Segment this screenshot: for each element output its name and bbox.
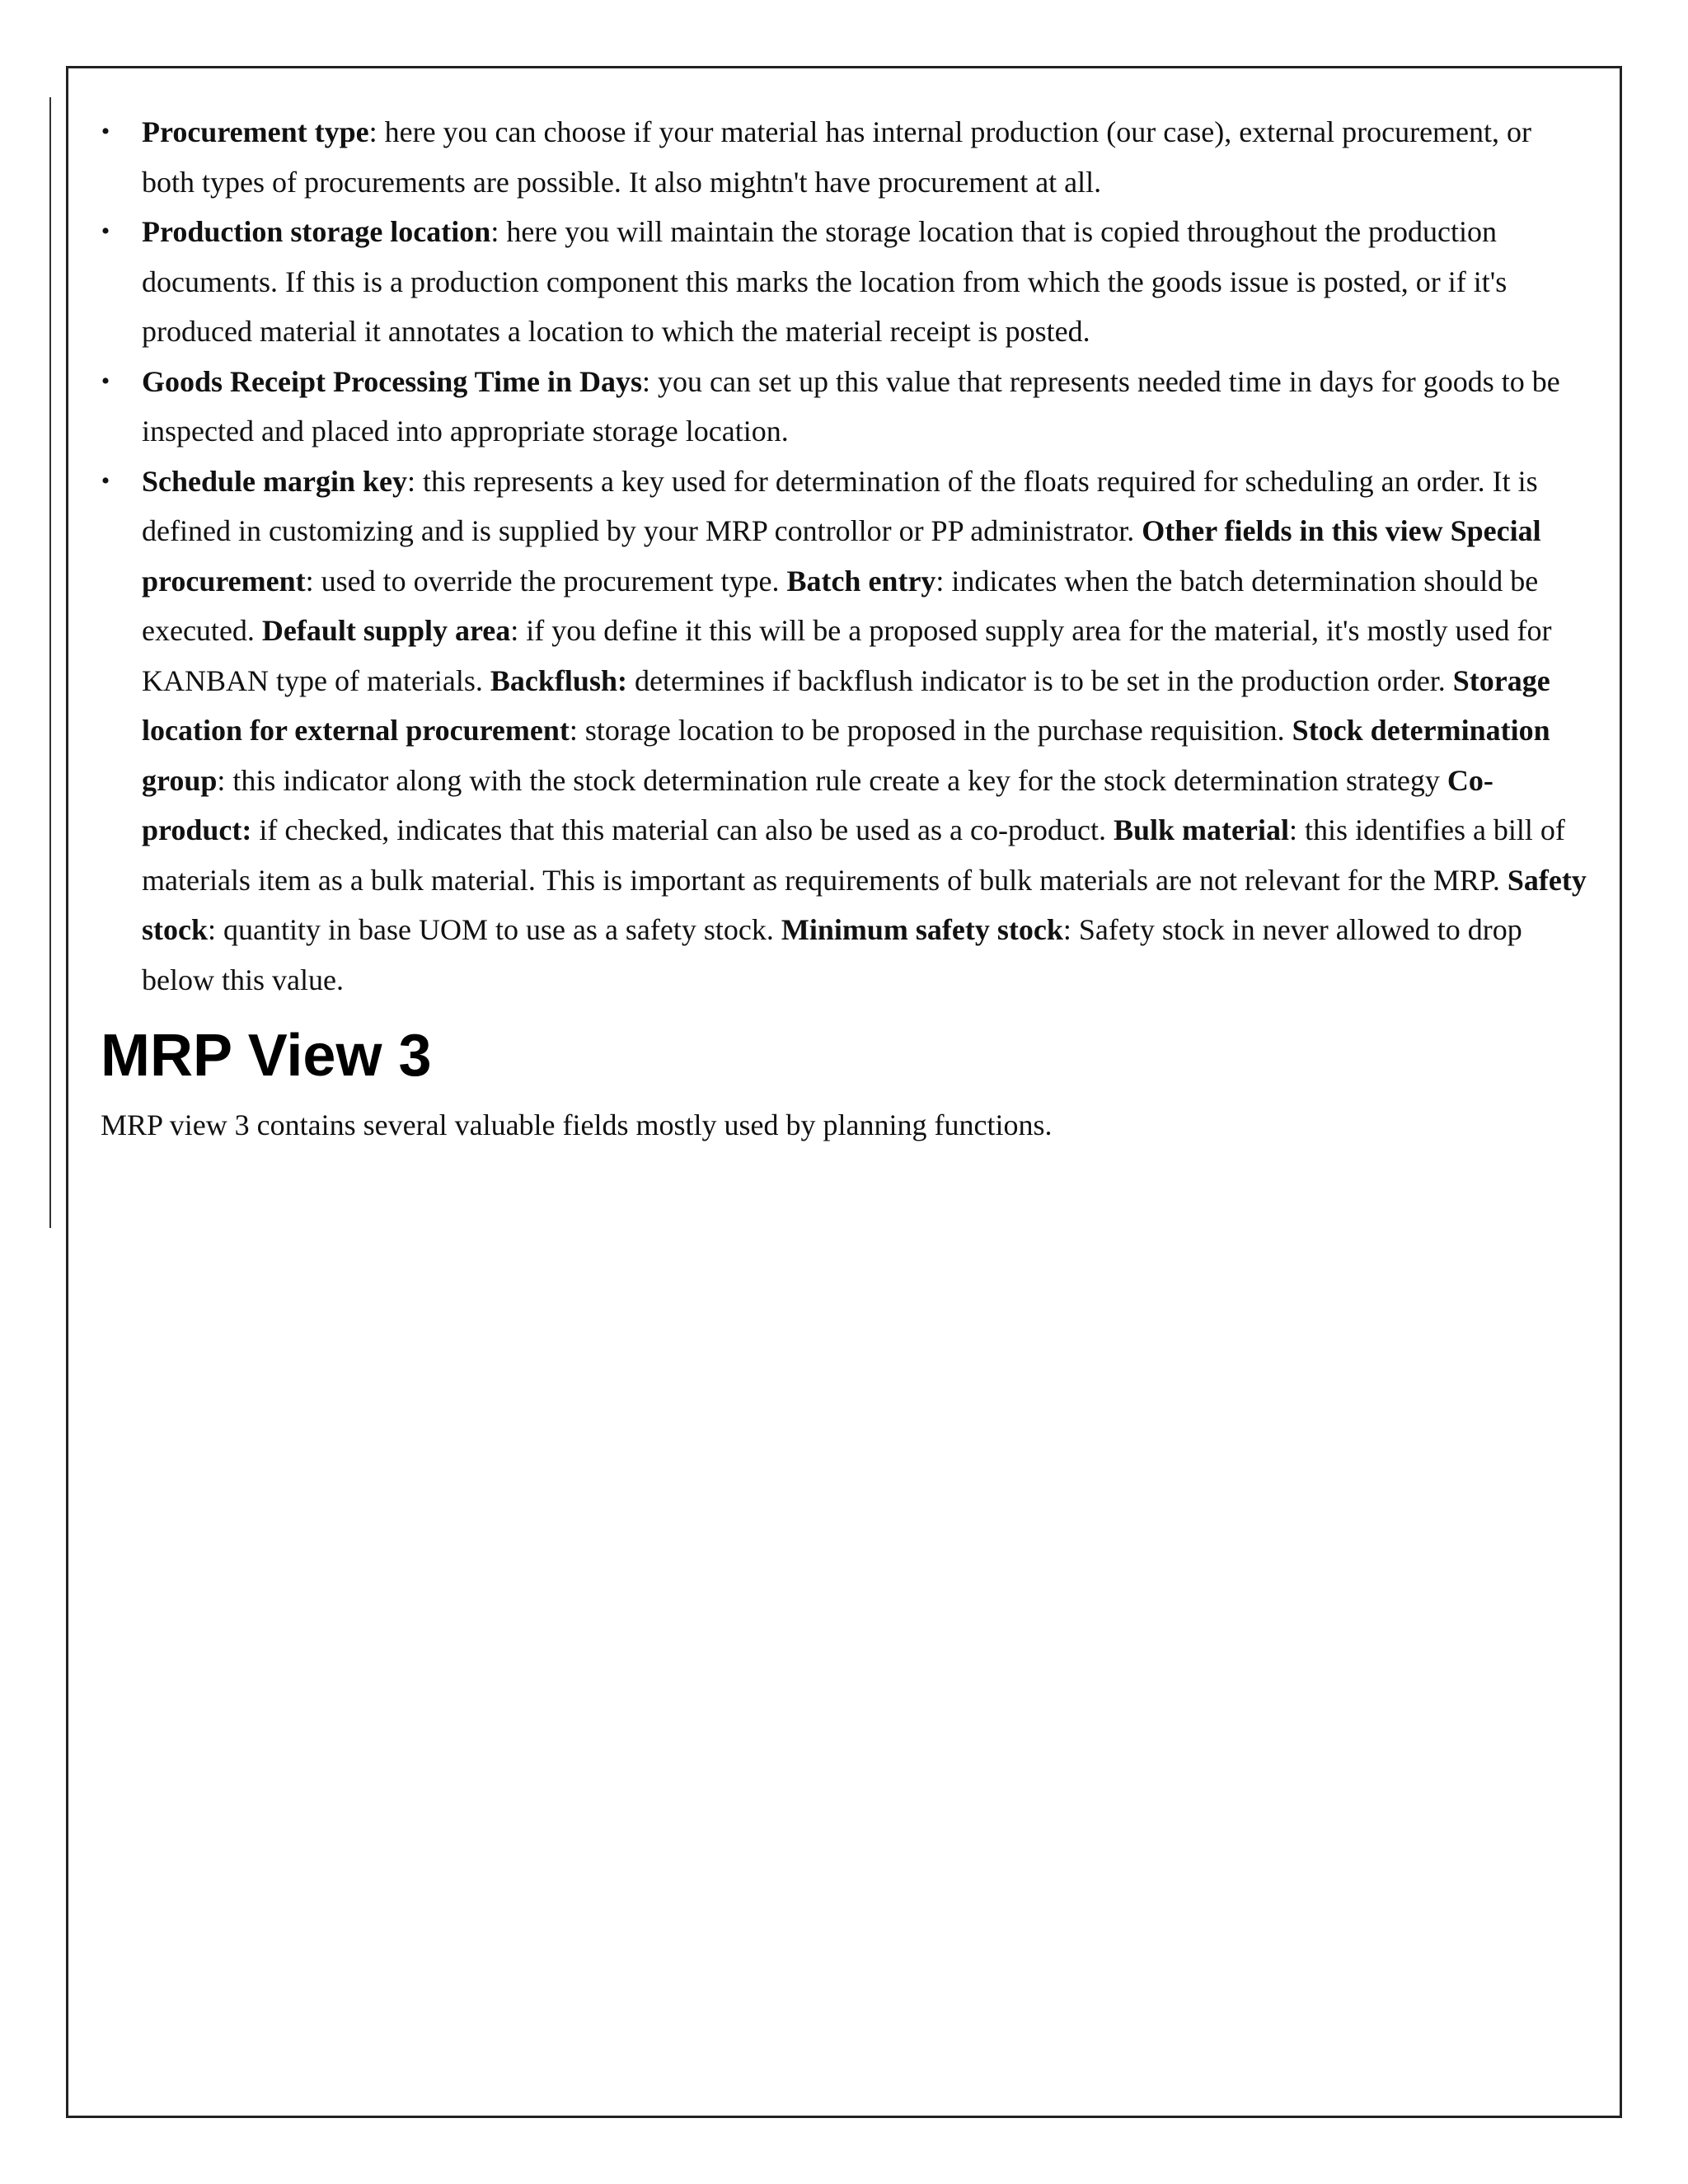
document-content: [101, 107, 1591, 1150]
field-description: : here you can choose if your material has internal production (our case), external procurement, or both types of procurements are possible. It also mightn't have procurement at all.: [142, 115, 1532, 199]
field-term: Other fields in this view Special procurement: [142, 514, 1541, 598]
field-term: Schedule margin key: [142, 464, 408, 498]
section-heading: MRP View 3: [101, 1023, 432, 1089]
field-description: : here you will maintain the storage location that is copied throughout the production documents. If this is a production component this marks the location from which the goods issue is posted, or if it's produced material it annotates a location to which the material receipt is posted.: [142, 215, 1507, 348]
field-term: Safety stock: [142, 863, 1587, 946]
field-description-list: [101, 107, 1591, 1005]
field-term: Storage location for external procurement: [142, 663, 1550, 747]
field-description: : you can set up this value that represents needed time in days for goods to be inspected and placed into appropriate storage location.: [142, 364, 1560, 448]
field-term: Minimum safety stock: [781, 913, 1063, 946]
field-description: : quantity in base UOM to use as a safety stock.: [208, 913, 781, 946]
section-paragraph: MRP view 3 contains several valuable fields mostly used by planning functions.: [101, 1108, 1053, 1141]
field-term: Default supply area: [261, 614, 511, 647]
field-description: : Safety stock in never allowed to drop below this value.: [142, 913, 1522, 996]
field-term: Batch entry: [786, 564, 936, 598]
bullet-icon: •: [101, 118, 110, 145]
list-item: [101, 357, 1591, 457]
field-description: if checked, indicates that this material can also be used as a co-product.: [251, 813, 1114, 846]
field-description: determines if backflush indicator is to be set in the production order.: [626, 663, 1453, 697]
field-description: : storage location to be proposed in the purchase requisition.: [569, 714, 1292, 747]
bullet-icon: •: [101, 218, 110, 245]
field-term: Stock determination group: [142, 714, 1550, 797]
field-description: : used to override the procurement type.: [305, 564, 787, 598]
bullet-icon: •: [101, 367, 110, 395]
field-description: : this indicator along with the stock determination rule create a key for the stock determination strategy: [217, 763, 1447, 797]
field-term: Backflush:: [490, 663, 627, 697]
list-item: [101, 207, 1591, 357]
field-term: Co-product:: [142, 763, 1493, 846]
revision-bar: [49, 97, 51, 1228]
bullet-icon: •: [101, 466, 110, 494]
field-description: : this identifies a bill of materials item as a bulk material. This is important as requirements of bulk materials are not relevant for the MRP.: [142, 813, 1565, 897]
field-description: : indicates when the batch determination should be executed.: [142, 564, 1539, 647]
list-item: [101, 457, 1591, 1005]
field-description: : if you define it this will be a proposed supply area for the material, it's mostly used for KANBAN type of materials.: [142, 614, 1552, 697]
field-description: : this represents a key used for determination of the floats required for scheduling an order. It is defined in customizing and is supplied by your MRP controllor or PP administrator.: [142, 464, 1538, 547]
field-term: Goods Receipt Processing Time in Days: [142, 364, 643, 398]
field-term: Procurement type: [142, 115, 369, 148]
list-item: [101, 107, 1591, 207]
field-term: Bulk material: [1113, 813, 1289, 846]
field-term: Production storage location: [142, 215, 491, 248]
